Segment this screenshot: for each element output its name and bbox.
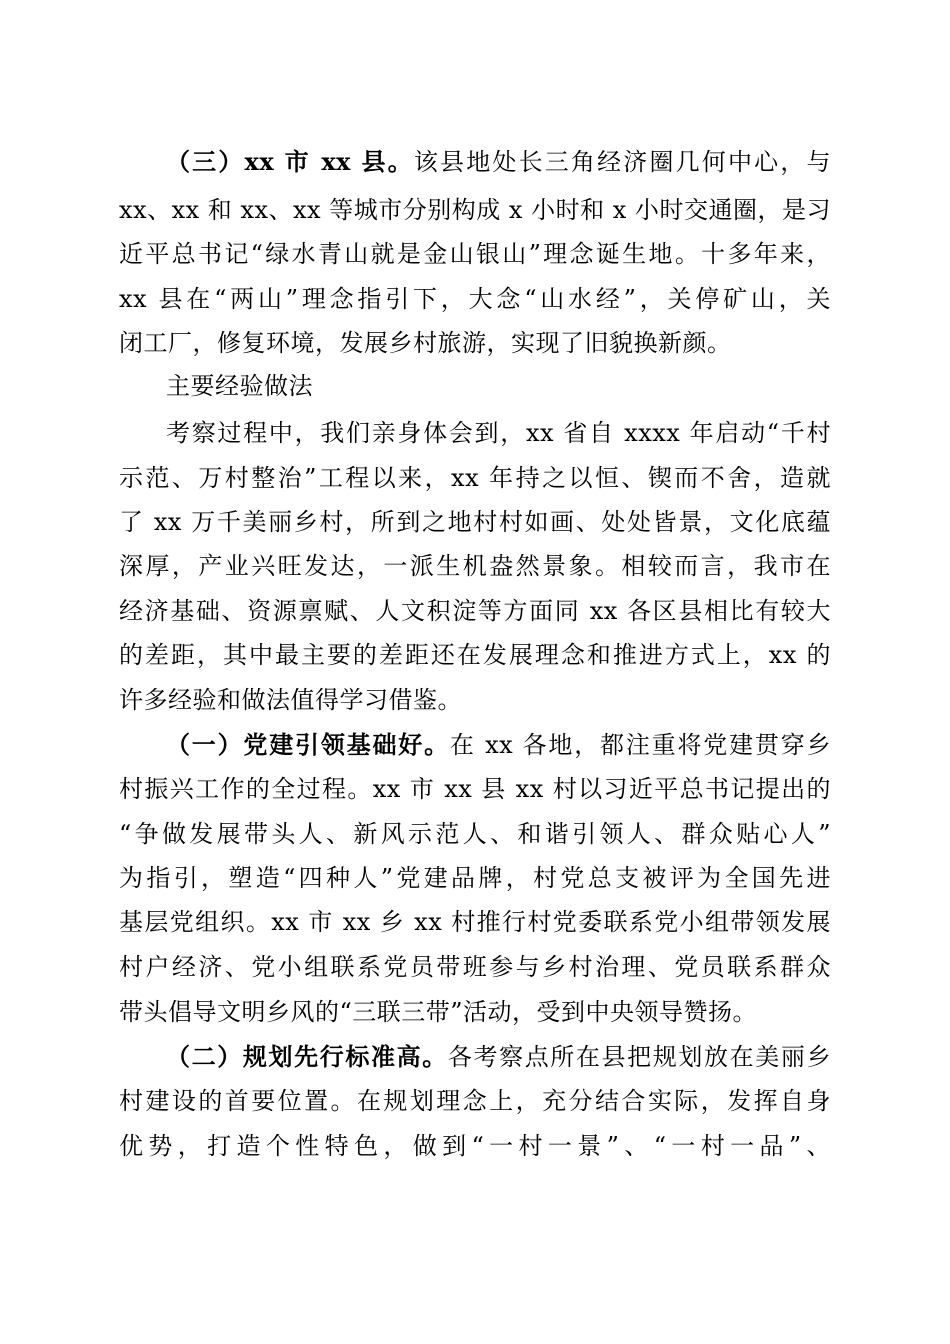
intro-line-1: 考察过程中，我们亲身体会到，xx 省自 xxxx 年启动“千村 [166, 419, 831, 447]
intro-line-5: 经济基础、资源禀赋、人文积淀等方面同 xx 各区县相比有较大 [119, 597, 831, 625]
point2-line-3: 优势，打造个性特色，做到“一村一景”、“一村一品”、 [119, 1132, 831, 1160]
point1-line-7: 带头倡导文明乡风的“三联三带”活动，受到中央领导赞扬。 [119, 998, 758, 1026]
point1-line-2: 村振兴工作的全过程。xx 市 xx 县 xx 村以习近平总书记提出的 [119, 775, 831, 803]
intro-line-7: 许多经验和做法值得学习借鉴。 [119, 686, 462, 714]
intro-line-3: 了 xx 万千美丽乡村，所到之地村村如画、处处皆景，文化底蕴 [119, 508, 831, 536]
section3-line-5: 闭工厂，修复环境，发展乡村旅游，实现了旧貌换新颜。 [119, 329, 732, 357]
point1-line-5: 基层党组织。xx 市 xx 乡 xx 村推行村党委联系党小组带领发展 [119, 908, 831, 936]
point1-line-6: 村户经济、党小组联系党员带班参与乡村治理、党员联系群众 [119, 953, 831, 981]
intro-line-6: 的差距，其中最主要的差距还在发展理念和推进方式上，xx 的 [119, 641, 831, 669]
section-heading: 主要经验做法 [166, 372, 313, 400]
point2-lead: （二）规划先行标准高。 [166, 1042, 448, 1071]
point2-line-2: 村建设的首要位置。在规划理念上，充分结合实际，发挥自身 [119, 1087, 831, 1115]
section3-line-1-text: 该县地处长三角经济圈几何中心，与 [413, 148, 831, 176]
point1-line-1-text: 在 xx 各地，都注重将党建贯穿乡 [449, 731, 831, 759]
point1-line-4: 为指引，塑造“四种人”党建品牌，村党总支被评为全国先进 [119, 864, 831, 892]
point1-lead: （一）党建引领基础好。 [166, 730, 450, 759]
point2-line-1-text: 各考察点所在县把规划放在美丽乡 [447, 1043, 832, 1071]
section3-line-1 [166, 145, 831, 179]
point1-line-3: “争做发展带头人、新风示范人、和谐引领人、群众贴心人” [119, 820, 831, 848]
point1-line-1 [166, 728, 831, 762]
section3-line-2: xx、xx 和 xx、xx 等城市分别构成 x 小时和 x 小时交通圈，是习 [119, 196, 831, 224]
section3-line-4: xx 县在“两山”理念指引下，大念“山水经”，关停矿山，关 [119, 285, 831, 313]
point2-line-1 [166, 1040, 831, 1074]
intro-line-4: 深厚，产业兴旺发达，一派生机盎然景象。相较而言，我市在 [119, 552, 831, 580]
intro-line-2: 示范、万村整治”工程以来，xx 年持之以恒、锲而不舍，造就 [119, 464, 831, 492]
section3-lead: （三）xx 市 xx 县。 [166, 147, 414, 176]
section3-line-3: 近平总书记“绿水青山就是金山银山”理念诞生地。十多年来， [119, 240, 831, 268]
